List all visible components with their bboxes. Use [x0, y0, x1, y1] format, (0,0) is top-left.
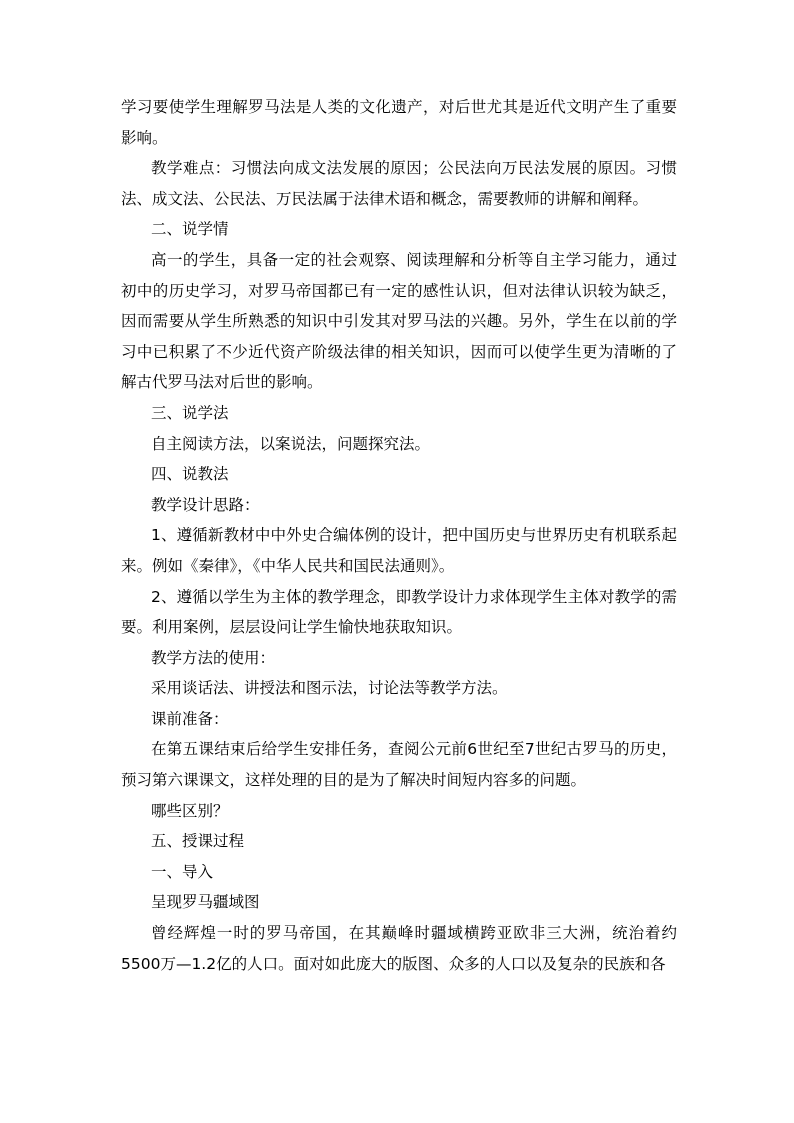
paragraph-student-analysis: 高一的学生，具备一定的社会观察、阅读理解和分析等自主学习能力，通过初中的历史学习，对罗马帝国都已有一定的感性认识，但对法律认识较为缺乏，因而需要从学生所熟悉的知识中引发其对罗马法的兴趣。另外，学生在以前的学习中已积累了不少近代资产阶级法律的相关知识，因而可以使学生更为清晰的了解古代罗马法对后世的影响。 [121, 250, 677, 392]
paragraph-differences: 哪些区别？ [151, 801, 229, 820]
document-body [121, 92, 677, 979]
paragraph-teaching-difficulty: 教学难点：习惯法向成文法发展的原因；公民法向万民法发展的原因。习惯法、成文法、公民法、万民法属于法律术语和概念，需要教师的讲解和阐释。 [121, 159, 677, 208]
paragraph-intro-continuation: 学习要使学生理解罗马法是人类的文化遗产，对后世尤其是近代文明产生了重要影响。 [121, 98, 677, 147]
section-heading-learning-method: 三、说学法 [151, 403, 229, 422]
paragraph-methods-used: 采用谈话法、讲授法和图示法，讨论法等教学方法。 [151, 679, 508, 698]
section-heading-teaching-method: 四、说教法 [151, 465, 229, 484]
section-heading-lesson-process: 五、授课过程 [151, 832, 245, 851]
paragraph-learning-method: 自主阅读方法，以案说法，问题探究法。 [151, 434, 431, 453]
paragraph-preparation: 在第五课结束后给学生安排任务，查阅公元前6世纪至7世纪古罗马的历史，预习第六课课文，这样处理的目的是为了解决时间短内容多的问题。 [121, 740, 677, 790]
paragraph-design-idea-2: 2、遵循以学生为主体的教学理念，即教学设计力求体现学生主体对教学的需要。利用案例，层层设问让学生愉快地获取知识。 [121, 587, 677, 637]
paragraph-methods-used-label: 教学方法的使用： [151, 648, 276, 667]
subsection-heading-introduction: 一、导入 [151, 862, 214, 881]
paragraph-roman-empire: 曾经辉煌一时的罗马帝国，在其巅峰时疆域横跨亚欧非三大洲，统治着约5500万—1.2亿的人口。面对如此庞大的版图、众多的人口以及复杂的民族和各 [121, 924, 677, 973]
paragraph-show-map: 呈现罗马疆域图 [151, 893, 260, 912]
paragraph-preparation-label: 课前准备： [151, 709, 229, 728]
paragraph-design-idea-1: 1、遵循新教材中中外史合编体例的设计，把中国历史与世界历史有机联系起来。例如《秦律》，《中华人民共和国民法通则》。 [121, 526, 677, 575]
section-heading-student-analysis: 二、说学情 [151, 220, 229, 239]
paragraph-design-ideas-label: 教学设计思路： [151, 495, 260, 514]
